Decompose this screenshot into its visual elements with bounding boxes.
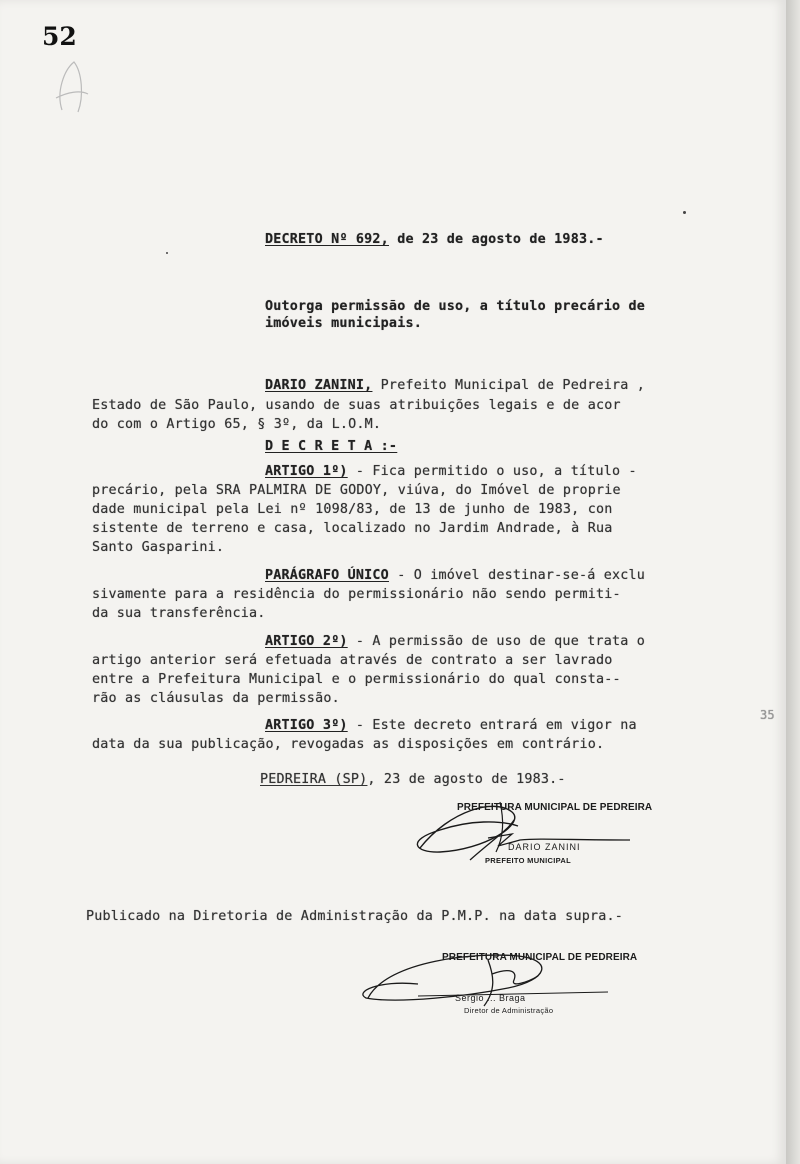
article-1-label: ARTIGO 1º) (265, 464, 348, 479)
paragraph-text: - O imóvel destinar-se-á exclu (388, 568, 646, 583)
pencil-mark-graphic (48, 52, 98, 122)
place-date-line (260, 772, 566, 787)
article-3-line: data da sua publicação, revogadas as disposições em contrário. (92, 737, 605, 752)
date: , 23 de agosto de 1983.- (367, 772, 566, 787)
decree-number: DECRETO Nº 692, (265, 232, 389, 247)
article-text: - Fica permitido o uso, a título - (347, 464, 637, 479)
preamble-line: Estado de São Paulo, usando de suas atribuições legais e de acor (92, 398, 621, 413)
article-1-line: sistente de terreno e casa, localizado no Jardim Andrade, à Rua (92, 521, 613, 536)
decree-title-line (265, 232, 604, 247)
preamble-line (265, 378, 645, 393)
page-edge-shadow (786, 0, 800, 1164)
article-2-line: entre a Prefeitura Municipal e o permissionário do qual consta-- (92, 672, 621, 687)
signature-1-name: DARIO ZANINI (508, 842, 581, 852)
article-1-line: precário, pela SRA PALMIRA DE GODOY, viúva, do Imóvel de proprie (92, 483, 621, 498)
signature-2-stamp: PREFEITURA MUNICIPAL DE PEDREIRA (442, 952, 638, 963)
article-2-line: artigo anterior será efetuada através de contrato a ser lavrado (92, 653, 613, 668)
article-text: - Este decreto entrará em vigor na (347, 718, 637, 733)
signature-1-stamp: PREFEITURA MUNICIPAL DE PEDREIRA (457, 802, 653, 813)
preamble-text: Prefeito Municipal de Pedreira , (372, 378, 646, 393)
article-1-line (265, 464, 637, 479)
margin-mark: 35 (760, 708, 775, 722)
article-1-line: Santo Gasparini. (92, 540, 225, 555)
article-1-line: dade municipal pela Lei nº 1098/83, de 13 de junho de 1983, con (92, 502, 613, 517)
publication-note: Publicado na Diretoria de Administração da P.M.P. na data supra.- (86, 909, 624, 924)
article-3-line (265, 718, 637, 733)
article-3-label: ARTIGO 3º) (265, 718, 348, 733)
article-2-label: ARTIGO 2º) (265, 634, 348, 649)
paragraph-label: PARÁGRAFO ÚNICO (265, 568, 389, 583)
article-text: - A permissão de uso de que trata o (347, 634, 646, 649)
ink-speck (683, 211, 686, 214)
signature-2-role: Diretor de Administração (464, 1006, 554, 1015)
summary-line: Outorga permissão de uso, a título precário de (265, 299, 646, 314)
place: PEDREIRA (SP) (260, 772, 368, 787)
paragraph-line: sivamente para a residência do permissionário não sendo permiti- (92, 587, 621, 602)
article-2-line (265, 634, 645, 649)
signature-1-role: PREFEITO MUNICIPAL (485, 856, 571, 865)
paragraph-line: da sua transferência. (92, 606, 266, 621)
decreta-heading: D E C R E T A :- (265, 439, 398, 454)
page-number: 52 (42, 22, 77, 51)
summary-line: imóveis municipais. (265, 316, 422, 331)
signature-2-name: Sergio ... Braga (455, 993, 526, 1003)
preamble-line: do com o Artigo 65, § 3º, da L.O.M. (92, 417, 382, 432)
mayor-name: DARIO ZANINI, (265, 378, 373, 393)
article-2-line: rão as cláusulas da permissão. (92, 691, 340, 706)
ink-speck (166, 252, 168, 254)
paragraph-line (265, 568, 645, 583)
decree-date: de 23 de agosto de 1983.- (388, 232, 604, 247)
